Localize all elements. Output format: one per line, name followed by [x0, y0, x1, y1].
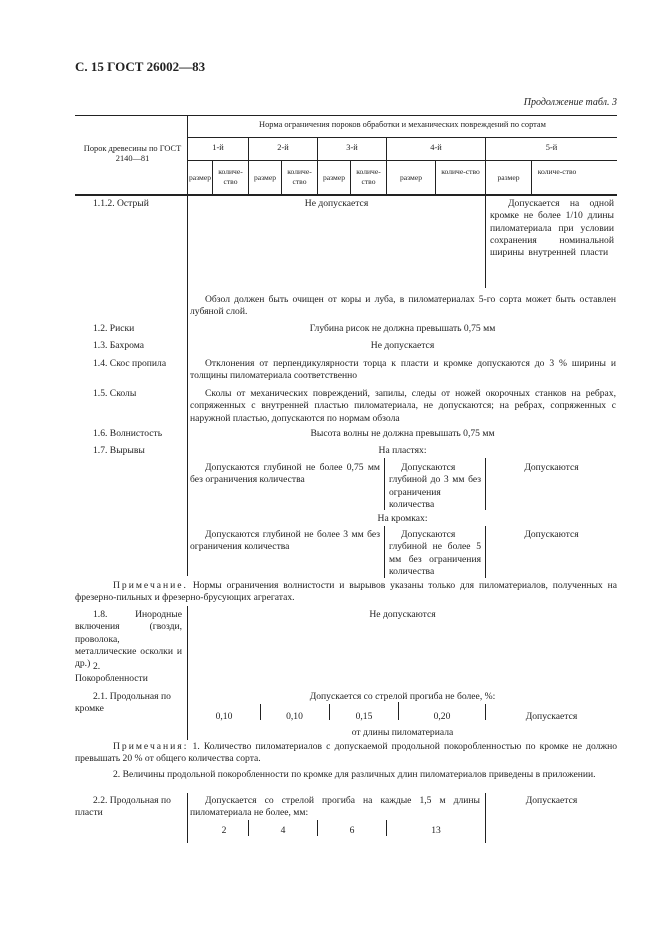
size-header: размер: [497, 173, 520, 182]
rule: [187, 160, 617, 161]
grade1-value: 2: [221, 825, 227, 836]
row-label: 1.4. Скос пропила: [93, 358, 167, 369]
row-label: 1.2. Риски: [93, 323, 135, 334]
notes-lead: Примечания:: [113, 741, 189, 752]
row-label: 1.5. Сколы: [93, 388, 137, 399]
row-footer: от длины пиломатериала: [351, 727, 454, 738]
defect-column-header: Порок древесины по ГОСТ 2140—81: [83, 144, 182, 163]
row-label: 1.8. Инородные включения (гвозди, проволока, металлические осколки и др.): [75, 609, 182, 670]
size-header: размер: [188, 173, 212, 182]
grade-1-header: 1-й: [212, 143, 224, 152]
qty-header: количе-ство: [218, 167, 243, 186]
edges-heading: На кромках:: [377, 513, 428, 524]
row-text: Глубина рисок не должна превышать 0,75 мм: [309, 323, 496, 334]
note-1-7: [75, 580, 617, 605]
size-header: размер: [253, 173, 277, 182]
note-text: Нормы ограничения волнистости и вырывов указаны только для пиломатериалов, полученных на фрезерно-пильных и фрезерно-брусующих агрегатах.: [75, 580, 617, 604]
grade1-value: 0,10: [215, 711, 233, 722]
edges-grade1-3: Допускаются глубиной не более 3 мм без ограничения количества: [190, 529, 380, 553]
row-label: 2.1. Продольная по кромке: [75, 691, 171, 715]
faces-grade4: Допускаются глубиной до 3 мм без ограничения количества: [389, 462, 481, 510]
grade5-value: Допускается: [525, 795, 578, 806]
grade4-value: 0,20: [433, 711, 451, 722]
grade-5-header: 5-й: [545, 143, 558, 152]
faces-grade1-3: Допускаются глубиной не более 0,75 мм без ограничения количества: [190, 462, 380, 486]
header-bottom-rule: [75, 194, 617, 196]
row-label: 1.1.2. Острый: [93, 198, 149, 209]
continuation-label: Продолжение табл. 3: [523, 97, 617, 108]
table-top-rule: [75, 115, 617, 116]
grade2-value: 4: [280, 825, 286, 836]
row-heading: Допускается со стрелой прогиба на каждые 1,5 м длины пиломатериала не более, мм:: [190, 795, 480, 819]
rule: [187, 137, 617, 138]
row-label: 1.3. Бахрома: [93, 340, 145, 351]
qty-header: количе-ство: [441, 167, 480, 176]
grade-2-header: 2-й: [277, 143, 289, 152]
grade2-value: 0,10: [286, 711, 303, 722]
grade5-value: Допускается: [525, 711, 578, 722]
grade4-value: 13: [431, 825, 441, 836]
row-text: Не допускаются: [369, 609, 436, 620]
qty-header: количе-ство: [287, 167, 312, 186]
edges-grade5: Допускаются: [524, 529, 579, 540]
row-text: Высота волны не должна превышать 0,75 мм: [310, 428, 495, 439]
norm-header: Норма ограничения пороков обработки и механических повреждений по сортам: [259, 120, 546, 129]
page-title: С. 15 ГОСТ 26002—83: [75, 59, 206, 74]
grade-3-header: 3-й: [346, 143, 358, 152]
row-label: 1.6. Волнистость: [93, 428, 163, 439]
row-note: Обзол должен быть очищен от коры и луба, в пиломатериалах 5-го сорта может быть оставлен лубяной слой.: [190, 294, 616, 318]
grade3-value: 6: [349, 825, 355, 836]
grade5-text: Допускается на одной кромке не более 1/10 длины пиломатериала при условии сохранения номинальной ширины внутренней пласти: [490, 198, 614, 259]
size-header: размер: [322, 173, 346, 182]
size-header: размер: [399, 173, 423, 182]
note-1: 1. Количество пиломатериалов с допускаемой продольной покоробленностью по кромке не должно превышать 20 % от общего количества сорта.: [75, 741, 617, 765]
row-text: Сколы от механических повреждений, запилы, следы от ножей окорочных станков на ребрах, сопряженных с внутренней пластью пиломатериала, не допускаются; на ребрах, сопряженных с наружной пластью, допускаются по нормам обзола: [190, 388, 616, 424]
qty-header: количе-ство: [537, 167, 577, 176]
note-lead: Примечание.: [113, 580, 188, 591]
row-text: Отклонения от перпендикулярности торца к пласти и кромке допускаются до 3 % ширины и толщины пиломатериала соответственно: [190, 358, 616, 382]
row-label: 1.7. Вырывы: [93, 445, 145, 456]
faces-heading: На пластях:: [378, 445, 427, 456]
faces-grade5: Допускаются: [524, 462, 579, 473]
note-2: 2. Величины продольной покоробленности по кромке для различных длин пиломатериалов приведены в приложении.: [113, 769, 596, 780]
row-heading: Допускается со стрелой прогиба не более, %:: [309, 691, 496, 702]
edges-grade4: Допускаются глубиной не более 5 мм без ограничения количества: [389, 529, 481, 577]
row-label: 2. Покоробленности: [75, 661, 148, 685]
grade-4-header: 4-й: [430, 143, 442, 152]
row-label: 2.2. Продольная по пласти: [75, 795, 171, 819]
notes-2-1: [75, 741, 617, 766]
grade3-value: 0,15: [355, 711, 373, 722]
row-text: Не допускается: [304, 198, 369, 209]
qty-header: количе-ство: [356, 167, 381, 186]
row-text: Не допускается: [370, 340, 435, 351]
